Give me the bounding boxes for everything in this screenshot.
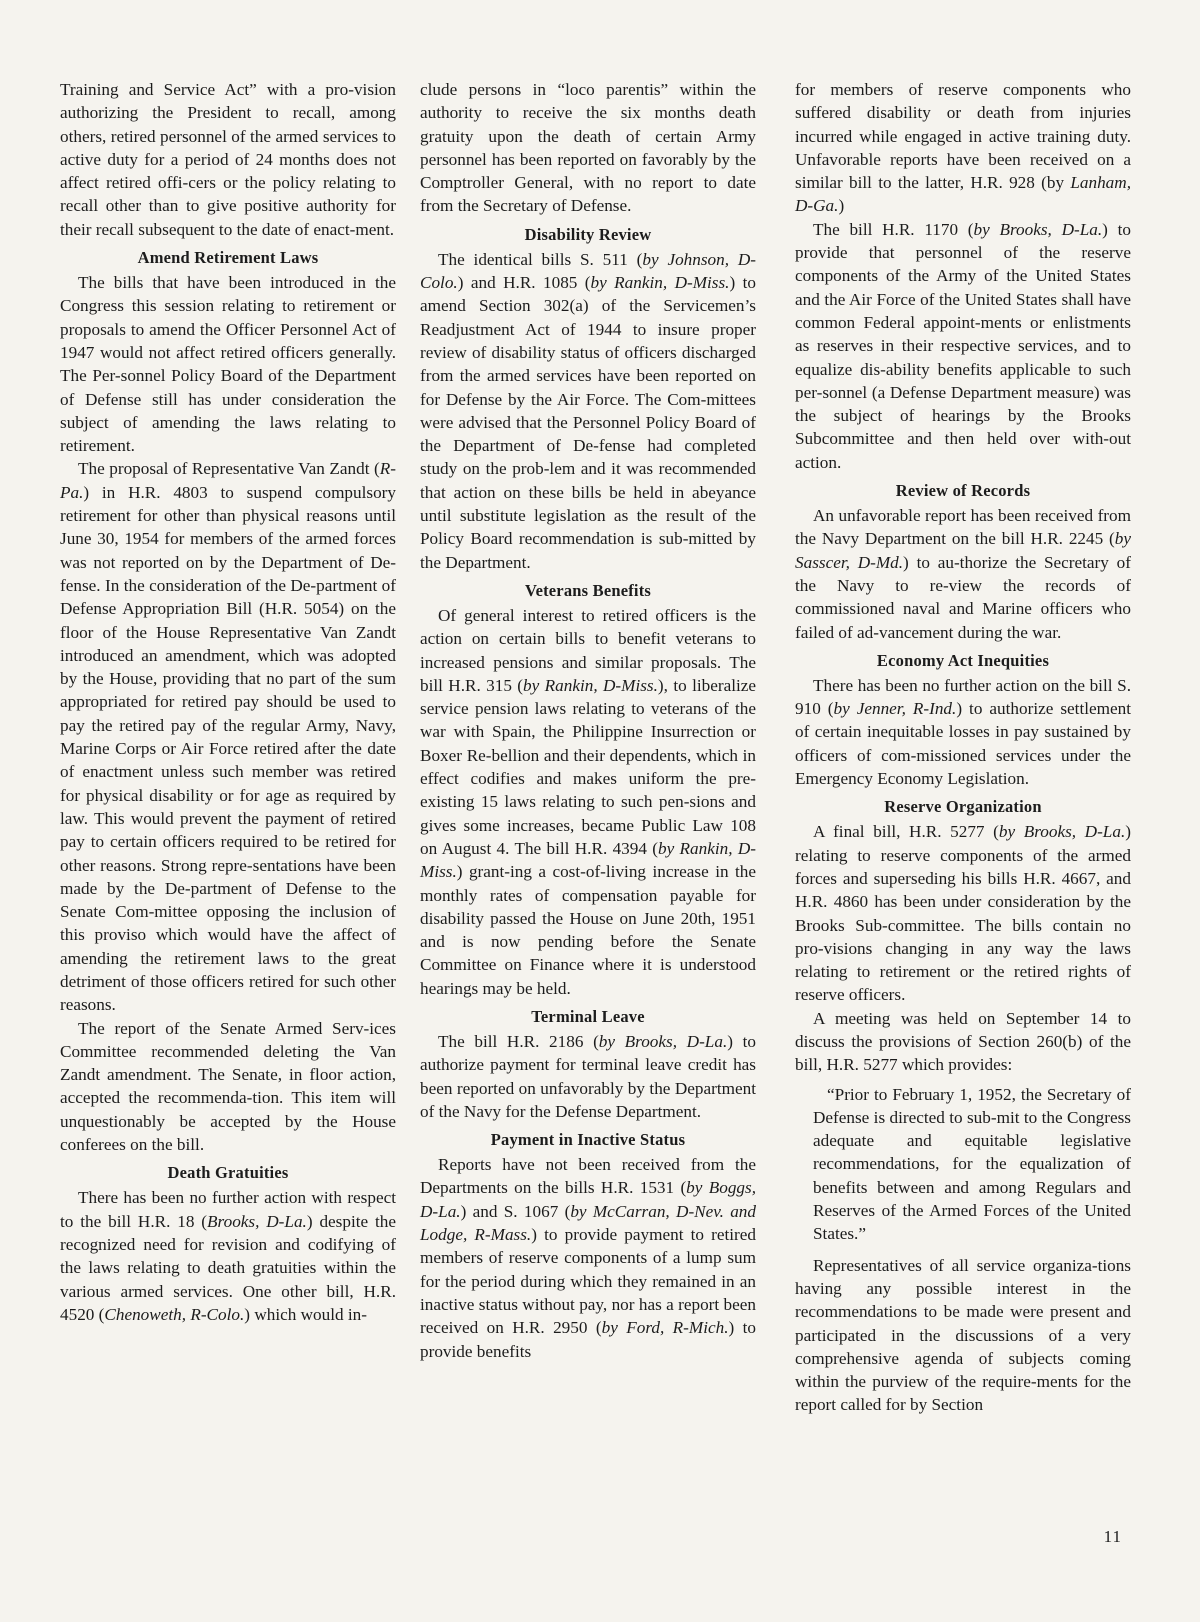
body-paragraph: for members of reserve components who suffered disability or death from injuries incurred while engaged in active training duty. Unfavorable reports have been received on a similar bill to the latter, H.R. 928 (by Lanham, D-Ga.) xyxy=(795,80,1131,216)
body-paragraph: There has been no further action with respect to the bill H.R. 18 (Brooks, D-La.) despite the recognized need for revision and codifying of the laws relating to death gratuities within the various armed services. One other bill, H.R. 4520 (Chenoweth, R-Colo.) which would in- xyxy=(60,1188,397,1324)
body-paragraph: The bill H.R. 2186 (by Brooks, D-La.) to authorize payment for terminal leave credit has been reported on unfavorably by the Department of the Navy for the Defense Department. xyxy=(420,1031,756,1121)
body-paragraph: The bills that have been introduced in the Congress this session relating to retirement or proposals to amend the Officer Personnel Act of 1947 would not affect retired officers generally. The Per-sonnel Policy Board of the Department of Defense still has under consideration the subject of amending the laws relating to retirement. xyxy=(60,273,396,456)
body-paragraph: Of general interest to retired officers is the action on certain bills to benefit veterans to increased pensions and similar proposals. The bill H.R. 315 (by Rankin, D-Miss.), to liberalize service pension laws relating to veterans of the war with Spain, the Philippine Insurrection or Boxer Re-bellion and their dependents, which in effect codifies and makes uniform the pre-existing 15 laws relating to such pen-sions and gives some increases, became Public Law 108 on August 4. The bill H.R. 4394 (by Rankin, D-Miss.) grant-ing a cost-of-living increase in the monthly rates of compensation payable for disability passed the House on June 20th, 1951 and is now pending before the Senate Committee on Finance where it is understood hearings may be held. xyxy=(420,605,757,998)
body-paragraph: The report of the Senate Armed Serv-ices Committee recommended deleting the Van Zandt amendment. The Senate, in floor action, accepted the recommenda-tion. This item will unquestionably be accepted by the House conferees on the bill. xyxy=(60,1018,396,1155)
body-paragraph: A meeting was held on September 14 to discuss the provisions of Section 260(b) of the bill, H.R. 5277 which provides: xyxy=(795,1008,1131,1075)
body-paragraph: clude persons in “loco parentis” within the authority to receive the six months death gratuity upon the death of certain Army personnel has been reported on favorably by the Comptroller General, with no report to date from the Secretary of Defense. xyxy=(420,80,756,216)
section-heading: Review of Records xyxy=(895,481,1031,501)
section-heading: Veterans Benefits xyxy=(524,580,652,600)
body-paragraph: The proposal of Representative Van Zandt (R-Pa.) in H.R. 4803 to suspend compulsory retirement for other than physical reasons until June 30, 1954 for members of the armed forces was not reported on by the Department of De-fense. In the consideration of the De-partment of Defense Appropriation Bill (H.R. 5054) on the floor of the House Representative Van Zandt introduced an amendment, which was adopted by the House, providing that no part of the sum appropriated for retired pay should be used to pay the retired pay of the regular Army, Navy, Marine Corps or Air Force retired after the date of enactment unless such member was retired for physical disability or for age as required by law. This would prevent the payment of retired pay to certain officers required to be retired for other reasons. Strong repre-sentations have been made by the De-partment of Defense to the Senate Com-mittee opposing the inclusion of this proviso which would have the affect of amending the retirement laws to the great detriment of those officers retired for such other reasons. xyxy=(60,459,396,1015)
section-heading: Economy Act Inequities xyxy=(876,650,1050,670)
body-paragraph: The identical bills S. 511 (by Johnson, D-Colo.) and H.R. 1085 (by Rankin, D-Miss.) to amend Section 302(a) of the Servicemen’s Readjustment Act of 1944 to insure proper review of disability status of officers discharged from the armed services have been reported on for Defense by the Air Force. The Com-mittees were advised that the Personnel Policy Board of the Department of De-fense had completed study on the prob-lem and it was recommended that action on these bills be held in abeyance until substitute legislation as the result of the Policy Board recommendation is sub-mitted by the Department. xyxy=(420,249,756,572)
section-heading: Amend Retirement Laws xyxy=(137,248,319,268)
body-paragraph: Reports have not been received from the Departments on the bills H.R. 1531 (by Boggs, D-La.) and S. 1067 (by McCarran, D-Nev. and Lodge, R-Mass.) to provide payment to retired members of reserve components of a lump sum for the period during which they remained in an inactive status without pay, nor has a report been received on H.R. 2950 (by Ford, R-Mich.) to provide benefits xyxy=(420,1155,756,1361)
body-paragraph: The bill H.R. 1170 (by Brooks, D-La.) to provide that personnel of the reserve components of the Army of the United States and the Air Force of the United States shall have common Federal appoint-ments or enlistments as reserves in their respective services, and to equalize dis-ability benefits applicable to such per-sonnel (a Defense Department measure) was the subject of hearings by the Brooks Subcommittee and then held over with-out action. xyxy=(795,219,1132,472)
text-column-right xyxy=(795,78,1131,1417)
body-paragraph: Training and Service Act” with a pro-vision authorizing the President to recall, among others, retired personnel of the armed services to active duty for a period of 24 months does not affect retired offi-cers or the policy relating to recall other than to give positive authority for their recall subsequent to the date of enact-ment. xyxy=(60,80,396,239)
section-heading: Death Gratuities xyxy=(167,1163,289,1183)
section-heading: Payment in Inactive Status xyxy=(490,1130,686,1150)
section-heading: Terminal Leave xyxy=(531,1006,645,1026)
quoted-provision: “Prior to February 1, 1952, the Secretary of Defense is directed to sub-mit to the Congress adequate and equitable legislative recommendations, for the equalization of benefits between and among Regulars and Reserves of the Armed Forces of the United States.” xyxy=(813,1084,1131,1244)
body-paragraph: There has been no further action on the bill S. 910 (by Jenner, R-Ind.) to authorize settlement of certain inequitable losses in pay sustained by officers of com-missioned services under the Emergency Economy Legislation. xyxy=(795,675,1131,789)
section-heading: Reserve Organization xyxy=(884,797,1042,817)
page-number: 11 xyxy=(1103,1527,1122,1546)
text-column-left xyxy=(60,78,396,1326)
body-paragraph: An unfavorable report has been received from the Navy Department on the bill H.R. 2245 (by Sasscer, D-Md.) to au-thorize the Secretary of the Navy to re-view the records of commissioned naval and Marine officers who failed of ad-vancement during the war. xyxy=(795,506,1131,642)
text-column-middle xyxy=(420,78,756,1363)
body-paragraph: Representatives of all service organiza-tions having any possible interest in the recommendations to be made were present and participated in the discussions of a very comprehensive agenda of subjects coming within the purview of the require-ments for the report called for by Section xyxy=(795,1255,1131,1415)
section-heading: Disability Review xyxy=(524,224,652,244)
body-paragraph: A final bill, H.R. 5277 (by Brooks, D-La.) relating to reserve components of the armed forces and superseding his bills H.R. 4667, and H.R. 4860 has been under consideration by the Brooks Sub-committee. The bills contain no pro-visions changing in any way the laws relating to retirement or the retired rights of reserve officers. xyxy=(795,822,1131,1005)
